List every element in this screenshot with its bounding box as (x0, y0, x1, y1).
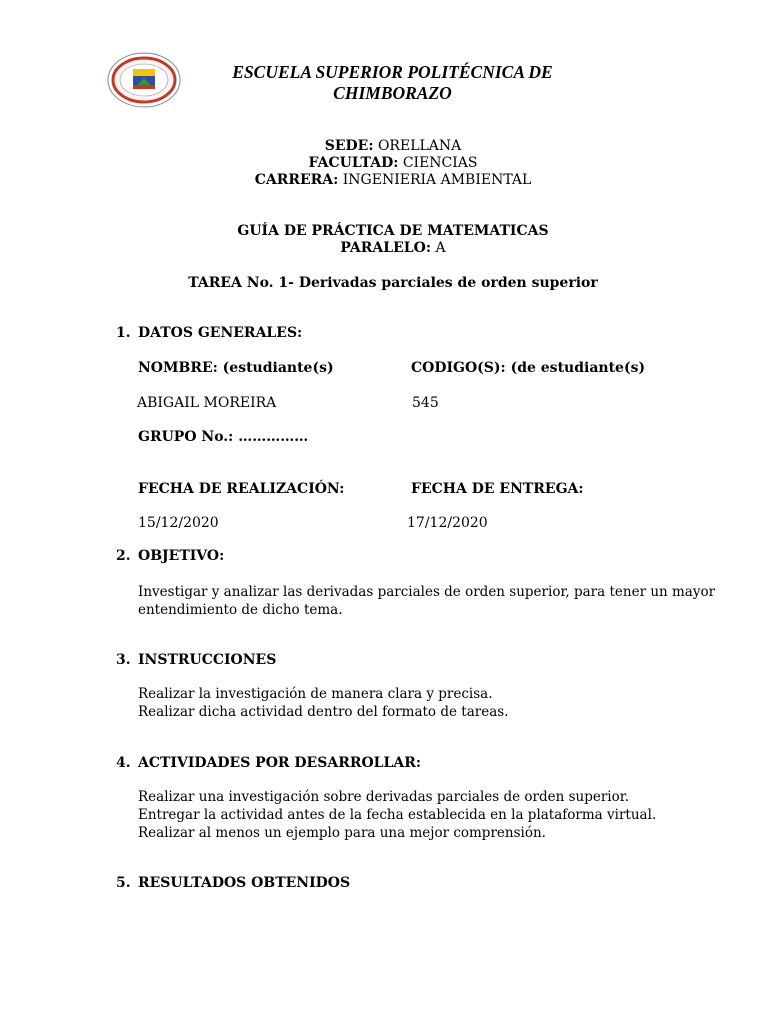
carrera-value: INGENIERIA AMBIENTAL (342, 172, 532, 188)
codigo-value: 545 (412, 395, 439, 411)
section-number: 4. (116, 755, 131, 771)
facultad-line (110, 155, 676, 172)
paragraph-line: Realizar la investigación de manera clara y precisa. (138, 686, 493, 702)
paralelo-value: A (435, 240, 446, 256)
objetivo-text (138, 583, 715, 619)
carrera-label: CARRERA: (254, 172, 339, 188)
section-number: 1. (116, 325, 131, 341)
section-3-heading (116, 652, 276, 668)
tarea-title: TAREA No. 1- Derivadas parciales de orden superior (188, 275, 598, 291)
guia-title: GUÍA DE PRÁCTICA DE MATEMATICAS (237, 223, 549, 239)
fecha-realizacion-label: FECHA DE REALIZACIÓN: (138, 481, 345, 497)
nombre-label: NOMBRE: (estudiante(s) (138, 360, 334, 376)
section-2-heading (116, 548, 224, 564)
paralelo-line (110, 240, 676, 257)
paragraph-line: Entregar la actividad antes de la fecha establecida en la plataforma virtual. (138, 807, 657, 823)
section-title: OBJETIVO: (138, 548, 225, 564)
facultad-label: FACULTAD: (308, 155, 399, 171)
nombre-value: ABIGAIL MOREIRA (137, 395, 277, 411)
instrucciones-text (138, 685, 508, 721)
section-5-heading (116, 875, 350, 891)
facultad-value: CIENCIAS (402, 155, 478, 171)
codigo-label: CODIGO(S): (de estudiante(s) (411, 360, 646, 376)
section-number: 5. (116, 875, 131, 891)
section-4-heading (116, 755, 421, 771)
section-title: ACTIVIDADES POR DESARROLLAR: (138, 755, 422, 771)
fecha-entrega-value: 17/12/2020 (407, 515, 488, 531)
fecha-entrega-label: FECHA DE ENTREGA: (411, 481, 584, 497)
section-1-heading (116, 325, 302, 341)
espoch-seal-logo (106, 52, 182, 108)
paragraph-line: Realizar al menos un ejemplo para una mejor comprensión. (138, 825, 546, 841)
section-title: RESULTADOS OBTENIDOS (138, 875, 351, 891)
section-number: 2. (116, 548, 131, 564)
paralelo-label: PARALELO: (340, 240, 431, 256)
fecha-realizacion-value: 15/12/2020 (138, 515, 219, 531)
paragraph-line: Realizar dicha actividad dentro del formato de tareas. (138, 704, 509, 720)
actividades-text (138, 788, 656, 842)
sede-value: ORELLANA (377, 138, 462, 154)
sede-line (110, 138, 676, 155)
grupo-line: GRUPO No.: …………… (138, 429, 309, 445)
paragraph-line: Investigar y analizar las derivadas parciales de orden superior, para tener un mayor (138, 584, 716, 600)
paragraph-line: entendimiento de dicho tema. (138, 602, 343, 618)
section-title: DATOS GENERALES: (138, 325, 303, 341)
carrera-line (110, 172, 676, 189)
section-number: 3. (116, 652, 131, 668)
paragraph-line: Realizar una investigación sobre derivadas parciales de orden superior. (138, 789, 630, 805)
sede-label: SEDE: (324, 138, 374, 154)
institution-title: ESCUELA SUPERIOR POLITÉCNICA DE CHIMBORAZO (232, 62, 553, 103)
section-title: INSTRUCCIONES (138, 652, 277, 668)
